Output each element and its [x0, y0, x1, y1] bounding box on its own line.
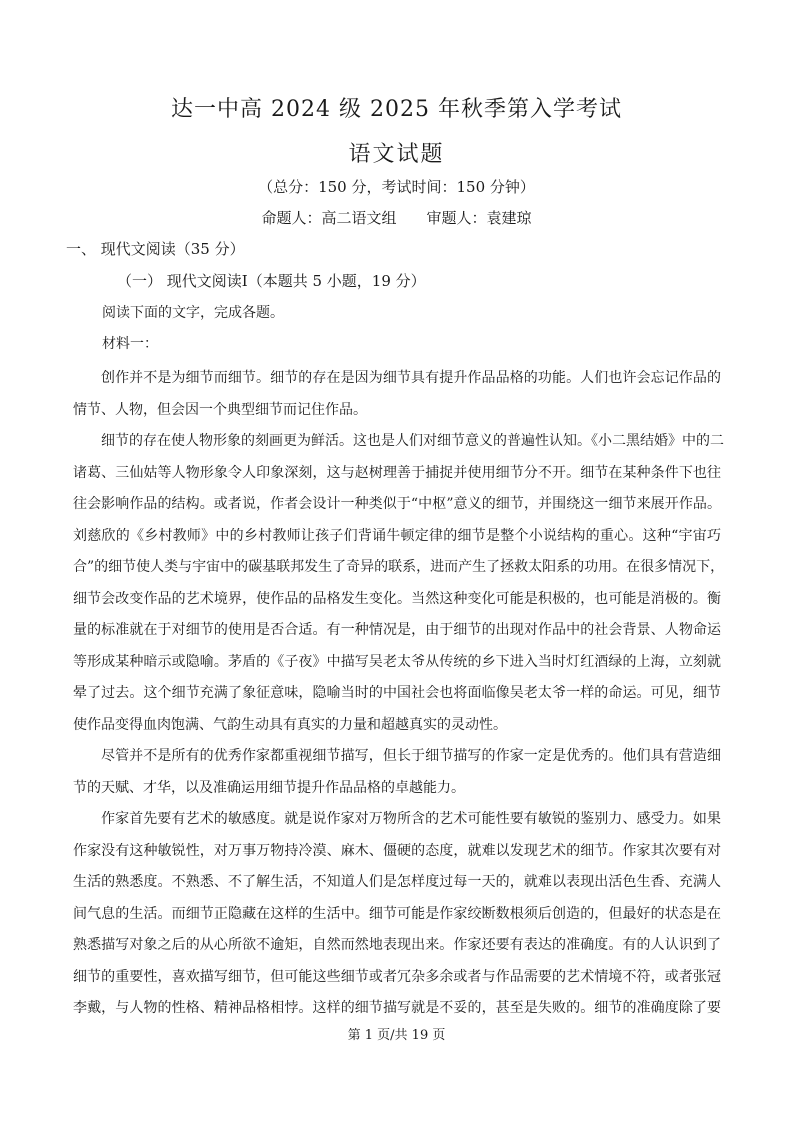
exam-title: 达一中高 2024 级 2025 年秋季第入学考试 [171, 97, 622, 122]
score-time-line: （总分：150 分，考试时间：150 分钟） [258, 178, 535, 196]
passage-line: 节的天赋、才华，以及准确运用细节提升作品品格的卓越能力。 [73, 779, 465, 796]
reviewer-label: 审题人：袁建琼 [426, 209, 532, 227]
passage-line: 往会影响作品的结构。或者说，作者会设计一种类似于“中枢”意义的细节，并围绕这一细节来展开作品。 [73, 496, 721, 512]
passage-line: 创作并不是为细节而细节。细节的存在是因为细节具有提升作品品格的功能。人们也许会忘记作品的 [101, 370, 721, 386]
passage-line: 诸葛、三仙姑等人物形象令人印象深刻，这与赵树理善于捕捉并使用细节分不开。细节在某种条件下也往 [73, 464, 721, 481]
passage-line: 晕了过去。这个细节充满了象征意味，隐喻当时的中国社会也将面临像吴老太爷一样的命运。可见，细节 [73, 685, 721, 701]
passage-line: 尽管并不是所有的优秀作家都重视细节描写，但长于细节描写的作家一定是优秀的。他们具有营造细 [101, 748, 721, 764]
passage-line: 作家首先要有艺术的敏感度。就是说作家对万物所含的艺术可能性要有敏锐的鉴别力、感受力。如果 [101, 811, 721, 827]
passage-line: 细节会改变作品的艺术境界，使作品的品格发生变化。当然这种变化可能是积极的，也可能是消极的。衡 [73, 590, 721, 607]
passage-line: 细节的重要性，喜欢描写细节，但可能这些细节或者冗杂多余或者与作品需要的艺术情境不符，或者张冠 [73, 968, 721, 985]
passage-line: 使作品变得血肉饱满、气韵生动具有真实的力量和超越真实的灵动性。 [73, 716, 507, 733]
passage-body [73, 363, 725, 1025]
authors-line [0, 207, 793, 228]
passage-line: 刘慈欣的《乡村教师》中的乡村教师让孩子们背诵牛顿定律的细节是整个小说结构的重心。这种“宇宙巧 [73, 527, 721, 544]
passage-line: 量的标准就在于对细节的使用是否合适。有一种情况是，由于细节的出现对作品中的社会背景、人物命运 [73, 622, 721, 638]
passage-line: 合”的细节使人类与宇宙中的碳基联邦发生了奇异的联系，进而产生了拯救太阳系的功用。在很多情况下， [73, 559, 725, 575]
passage-line: 等形成某种暗示或隐喻。茅盾的《子夜》中描写吴老太爷从传统的乡下进入当时灯红酒绿的上海，立刻就 [73, 653, 721, 670]
section-heading: 一、 现代文阅读（35 分） [66, 240, 245, 258]
passage-line: 李戴，与人物的性格、精神品格相悖。这样的细节描写就是不妥的，甚至是失败的。细节的准确度除了要 [73, 1000, 721, 1016]
passage-line: 细节的存在使人物形象的刻画更为鲜活。这也是人们对细节意义的普遍性认知。《小二黑结婚》中的二 [101, 433, 724, 449]
passage-line: 熟悉描写对象之后的从心所欲不逾矩，自然而然地表现出来。作家还要有表达的准确度。有的人认识到了 [73, 937, 721, 953]
material-label: 材料一： [102, 336, 158, 352]
page-footer: 第 1 页/共 19 页 [347, 1028, 446, 1043]
reading-instruction: 阅读下面的文字，完成各题。 [102, 305, 284, 321]
author-label: 命题人：高二语文组 [261, 209, 397, 227]
passage-line: 间气息的生活。而细节正隐藏在这样的生活中。细节可能是作家绞断数根须后创造的，但最好的状态是在 [73, 905, 721, 922]
section-subheading: （一） 现代文阅读Ⅰ（本题共 5 小题，19 分） [117, 272, 426, 290]
passage-line: 生活的熟悉度。不熟悉、不了解生活，不知道人们是怎样度过每一天的，就难以表现出活色生香、充满人 [73, 874, 721, 890]
passage-line: 情节、人物，但会因一个典型细节而记住作品。 [73, 401, 367, 418]
passage-line: 作家没有这种敏锐性，对万事万物持冷漠、麻木、僵硬的态度，就难以发现艺术的细节。作家其次要有对 [73, 842, 721, 859]
exam-subtitle: 语文试题 [348, 142, 445, 167]
